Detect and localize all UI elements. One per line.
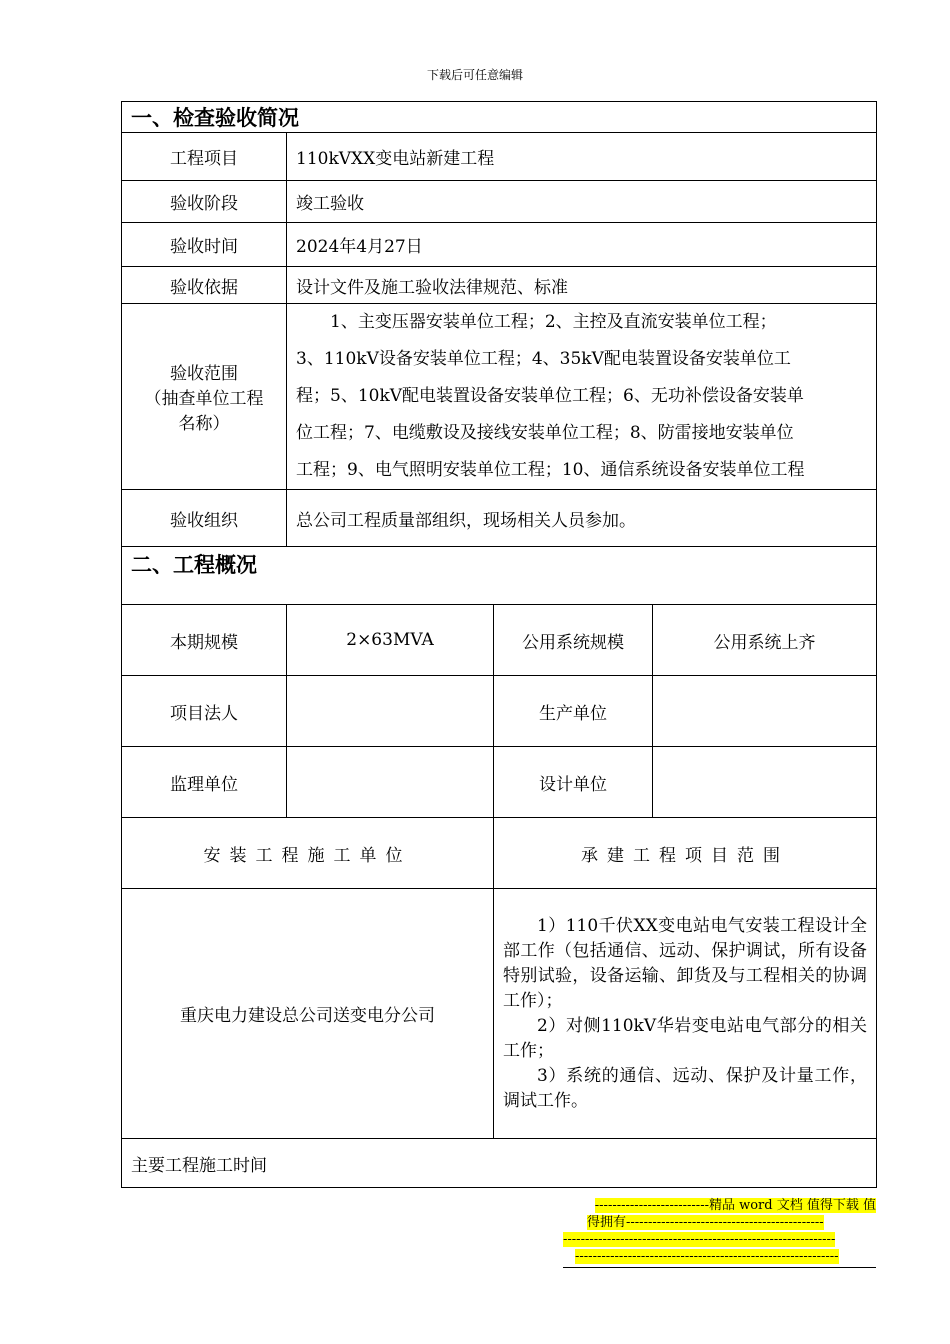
basis-value: 设计文件及施工验收法律规范、标准	[287, 267, 877, 304]
duty-item: 1）110千伏XX变电站电气安装工程设计全部工作（包括通信、远动、保护调试，所有设备特别试验，设备运输、卸货及与工程相关的协调工作）；	[503, 915, 867, 1011]
footer-line2: 得拥有---------------------------------------------	[587, 1215, 824, 1230]
scope-line: 工程；9、电气照明安装单位工程；10、通信系统设备安装单位工程	[296, 460, 805, 480]
scope-label-line3: 名称）	[178, 414, 230, 434]
project-value: 110kVXX变电站新建工程	[287, 133, 877, 181]
org-value: 总公司工程质量部组织，现场相关人员参加。	[287, 490, 877, 547]
scope-label	[122, 304, 287, 490]
basis-label: 验收依据	[122, 267, 287, 304]
duty-item: 3）系统的通信、远动、保护及计量工作，调试工作。	[503, 1065, 867, 1111]
footer-rule	[563, 1267, 876, 1268]
supervisor-value	[287, 747, 494, 818]
footer-line3: --------------------------------------------------------------	[563, 1232, 836, 1247]
header-note: 下载后可任意编辑	[426, 68, 523, 82]
scale-label: 本期规模	[122, 605, 287, 676]
contractor-name: 重庆电力建设总公司送变电分公司	[122, 889, 494, 1139]
scope-label-line2: （抽查单位工程	[144, 389, 264, 409]
designer-label: 设计单位	[494, 747, 653, 818]
time-label: 验收时间	[122, 223, 287, 267]
install-unit-header: 安装工程施工单位	[122, 818, 494, 889]
scope-line: 3、110kV设备安装单位工程；4、35kV配电装置设备安装单位工	[296, 349, 791, 369]
legal-person-label: 项目法人	[122, 676, 287, 747]
main-construction-time-label: 主要工程施工时间	[122, 1139, 877, 1188]
public-system-value: 公用系统上齐	[653, 605, 877, 676]
scope-line: 1、主变压器安装单位工程；2、主控及直流安装单位工程；	[330, 312, 777, 332]
scope-line: 程；5、10kV配电装置设备安装单位工程；6、无功补偿设备安装单	[296, 386, 804, 406]
producer-value	[653, 676, 877, 747]
legal-person-value	[287, 676, 494, 747]
scope-line: 位工程；7、电缆敷设及接线安装单位工程；8、防雷接地安装单位	[296, 423, 794, 443]
supervisor-label: 监理单位	[122, 747, 287, 818]
footer-watermark	[563, 1197, 876, 1268]
section2-title: 二、工程概况	[122, 547, 877, 605]
section1-title: 一、检查验收简况	[122, 102, 877, 133]
designer-value	[653, 747, 877, 818]
inspection-table	[121, 101, 877, 1188]
footer-line4: ------------------------------------------------------------	[575, 1249, 839, 1264]
public-system-label: 公用系统规模	[494, 605, 653, 676]
org-label: 验收组织	[122, 490, 287, 547]
contract-duties	[494, 889, 877, 1139]
duty-item: 2）对侧110kV华岩变电站电气部分的相关工作；	[503, 1015, 867, 1061]
producer-label: 生产单位	[494, 676, 653, 747]
stage-label: 验收阶段	[122, 181, 287, 223]
scope-value	[287, 304, 877, 490]
project-label: 工程项目	[122, 133, 287, 181]
contract-scope-header: 承建工程项目范围	[494, 818, 877, 889]
scale-value: 2×63MVA	[287, 605, 494, 676]
scope-label-line1: 验收范围	[170, 364, 238, 384]
time-value: 2024年4月27日	[287, 223, 877, 267]
stage-value: 竣工验收	[287, 181, 877, 223]
footer-line1: --------------------------精品 word 文档 值得下载 值	[594, 1198, 876, 1213]
